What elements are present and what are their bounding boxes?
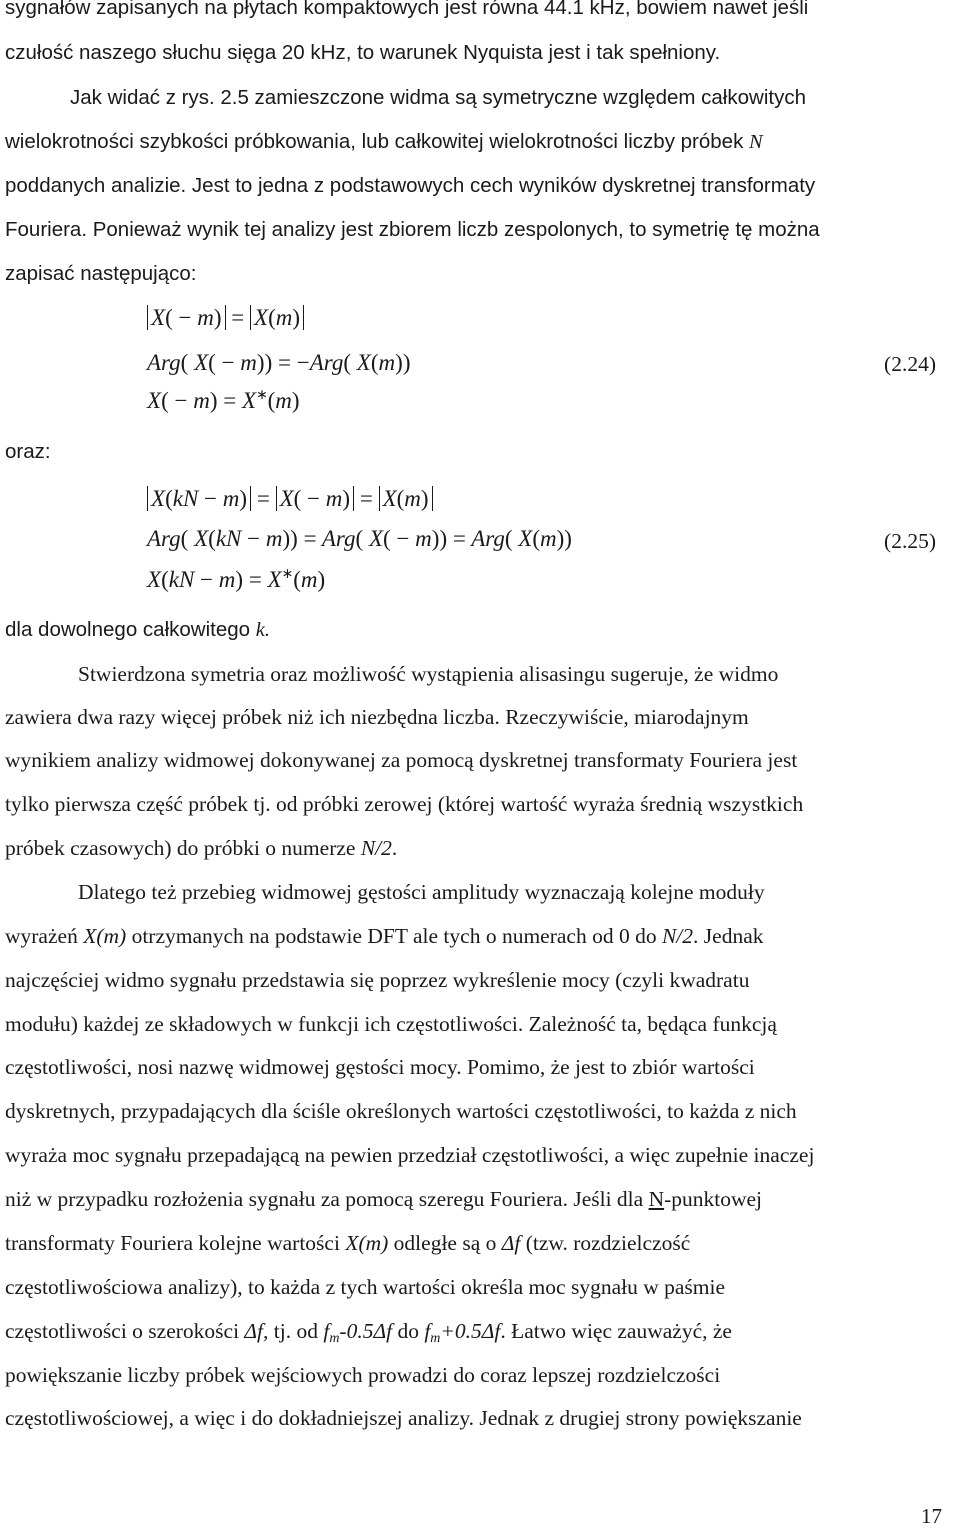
text-line: częstotliwości o szerokości Δf, tj. od $f_m-0.5\Delta f$ do $f_m+0.5\Delta f$. Łatwo więc zauważyć, że <box>5 1319 732 1346</box>
page-number: 17 <box>921 1504 942 1528</box>
text-line: dyskretnych, przypadających dla ściśle określonych wartości częstotliwości, to każda z nich <box>5 1099 797 1123</box>
equation-number: (2.25) <box>884 529 936 553</box>
text-line: poddanych analizie. Jest to jedna z podstawowych cech wyników dyskretnej transformaty <box>5 174 816 197</box>
equation-line: Arg( X( − m)) = −Arg( X(m)) <box>147 350 411 375</box>
text-line: oraz: <box>5 440 51 463</box>
text-line: transformaty Fouriera kolejne wartości X(m) odległe są o Δf (tzw. rozdzielczość <box>5 1231 691 1255</box>
text-line: Jak widać z rys. 2.5 zamieszczone widma są symetryczne względem całkowitych <box>70 86 806 109</box>
text-line: zapisać następująco: <box>5 262 197 285</box>
equation-line: X(kN − m) = X( − m) = X(m) <box>147 484 433 514</box>
text-line: czułość naszego słuchu sięga 20 kHz, to warunek Nyquista jest i tak spełniony. <box>5 41 721 64</box>
equation-line: X( − m) = X(m) <box>147 303 304 333</box>
text-line: częstotliwościowej, a więc i do dokładniejszej analizy. Jednak z drugiej strony powiększanie <box>5 1406 802 1430</box>
equation-line: X(kN − m) = X∗(m) <box>147 566 326 592</box>
text-line: wielokrotności szybkości próbkowania, lub całkowitej wielokrotności liczby próbek N <box>5 130 763 153</box>
text-line: Dlatego też przebieg widmowej gęstości amplitudy wyznaczają kolejne moduły <box>78 880 765 904</box>
text-line: najczęściej widmo sygnału przedstawia się poprzez wykreślenie mocy (czyli kwadratu <box>5 968 750 992</box>
text-line: wynikiem analizy widmowej dokonywanej za pomocą dyskretnej transformaty Fouriera jest <box>5 748 798 772</box>
text-line: wyrażeń X(m) otrzymanych na podstawie DFT ale tych o numerach od 0 do N/2. Jednak <box>5 924 764 948</box>
text-line: niż w przypadku rozłożenia sygnału za pomocą szeregu Fouriera. Jeśli dla N-punktowej <box>5 1187 763 1211</box>
text-line: próbek czasowych) do próbki o numerze N/2. <box>5 836 398 860</box>
text-line: modułu) każdej ze składowych w funkcji ich częstotliwości. Zależność ta, będąca funkcją <box>5 1012 777 1036</box>
text-line: Fouriera. Ponieważ wynik tej analizy jest zbiorem liczb zespolonych, to symetrię tę można <box>5 218 820 241</box>
text-line: tylko pierwsza część próbek tj. od próbki zerowej (której wartość wyraża średnią wszystkich <box>5 792 804 816</box>
equation-line: X( − m) = X∗(m) <box>147 387 300 413</box>
text-line: Stwierdzona symetria oraz możliwość wystąpienia alisasingu sugeruje, że widmo <box>78 662 779 686</box>
text-line: wyraża moc sygnału przepadającą na pewien przedział częstotliwości, a więc zupełnie inaczej <box>5 1143 815 1167</box>
text-line: częstotliwości, nosi nazwę widmowej gęstości mocy. Pomimo, że jest to zbiór wartości <box>5 1055 755 1079</box>
equation-line: Arg( X(kN − m)) = Arg( X( − m)) = Arg( X(m)) <box>147 526 572 551</box>
text-line: powiększanie liczby próbek wejściowych prowadzi do coraz lepszej rozdzielczości <box>5 1363 721 1387</box>
text-line: dla dowolnego całkowitego k. <box>5 618 270 641</box>
text-line: zawiera dwa razy więcej próbek niż ich niezbędna liczba. Rzeczywiście, miarodajnym <box>5 705 749 729</box>
text-line: sygnałów zapisanych na płytach kompaktowych jest równa 44.1 kHz, bowiem nawet jeśli <box>5 0 809 19</box>
text-line: częstotliwościowa analizy), to każda z tych wartości określa moc sygnału w paśmie <box>5 1275 726 1299</box>
equation-number: (2.24) <box>884 352 936 376</box>
